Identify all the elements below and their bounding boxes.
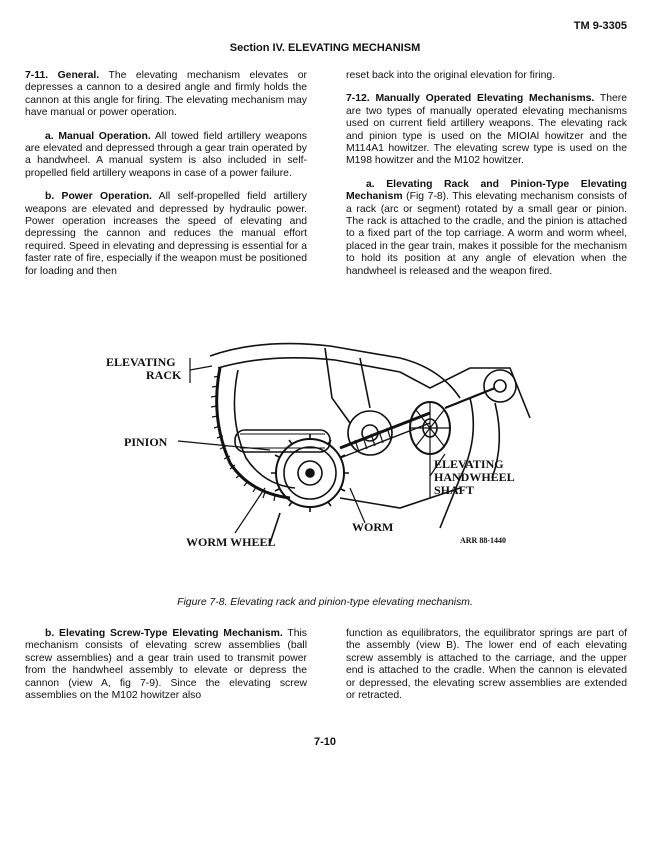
body-7-11: The elevating mechanism elevates or depresses a cannon to a desired angle and firmly holds the cannon at this angle for firing. The elevating mechanism may have manual or power operation. xyxy=(25,70,307,119)
body-manual-operation: All towed field artillery weapons are elevated and depressed through a gear train operated by a handwheel. A manual system is also included in self-propelled field artillery weapons in case of a power failure. xyxy=(25,130,307,179)
left-column-bottom xyxy=(25,628,307,713)
paragraph-7-12 xyxy=(346,93,627,167)
paragraph-7-12b xyxy=(25,628,307,702)
right-column-bottom xyxy=(346,628,627,713)
paragraph-7-11a xyxy=(25,131,307,181)
figure-7-8 xyxy=(100,328,550,558)
heading-screw-type: b. Elevating Screw-Type Elevating Mechanism. xyxy=(45,628,283,639)
heading-7-11: 7-11. General. xyxy=(25,70,100,81)
page-number: 7-10 xyxy=(313,736,337,748)
right-column xyxy=(346,70,627,289)
rack-pinion-illustration xyxy=(100,328,550,558)
document-id: TM 9-3305 xyxy=(573,20,627,32)
paragraph-7-11 xyxy=(25,70,307,120)
body-power-operation: All self-propelled field artillery weapons are elevated and depressed by hydraulic power. Power operation increases the speed of elevating and depressing the cannon and reduces the manual effort required. Speed in elevating and depressing is essential for a faster rate of fire, especially if the weapon must be positioned for loading and then xyxy=(25,191,307,277)
body-rack-pinion: (Fig 7-8). This elevating mechanism consists of a rack (arc or segment) rotated by a small gear or pinion. The rack is attached to the cradle, and the pinion is attached to a fixed part of the top carriage. A worm and worm wheel, placed in the gear train, makes it possible for the mechanism to hold its position at any angle of elevation when the handwheel is released and the weapon fired. xyxy=(346,191,627,277)
label-handwheel-1: ELEVATING xyxy=(434,457,504,471)
heading-7-12: 7-12. Manually Operated Elevating Mechanisms. xyxy=(346,93,595,105)
paragraph-continuation: reset back into the original elevation for firing. xyxy=(346,70,556,81)
left-column xyxy=(25,70,307,289)
label-handwheel-3: SHAFT xyxy=(434,483,475,497)
section-title: Section IV. ELEVATING MECHANISM xyxy=(229,42,421,54)
paragraph-7-12b-continued: function as equilibrators, the equilibrator springs are part of the assembly (view B). The lower end of each elevating screw assembly is attached to the carriage, and the upper end is attached to the cradle. When the cannon is elevated or depressed, the elevating screw assemblies are extended or retracted. xyxy=(346,628,627,702)
label-worm-wheel: WORM WHEEL xyxy=(186,535,276,549)
figure-code: ARR 88-1440 xyxy=(460,536,506,545)
paragraph-7-11b xyxy=(25,191,307,278)
label-handwheel-2: HANDWHEEL xyxy=(434,470,515,484)
mechanism-drawing xyxy=(210,344,530,543)
heading-rack-pinion: a. Elevating Rack and Pinion-Type Elevating Mechanism xyxy=(346,178,627,203)
heading-power-operation: b. Power Operation. xyxy=(45,191,152,203)
label-worm: WORM xyxy=(352,520,394,534)
paragraph-7-12a xyxy=(346,179,627,278)
label-pinion: PINION xyxy=(124,435,168,449)
heading-manual-operation: a. Manual Operation. xyxy=(45,130,151,142)
label-elevating-rack-1: ELEVATING xyxy=(106,355,176,369)
figure-caption: Figure 7-8. Elevating rack and pinion-type elevating mechanism. xyxy=(177,597,473,608)
body-7-12: There are two types of manually operated elevating mechanisms used on current field artillery weapons. The elevating rack and pinion type is used on the MIOIAl howitzer and the M114A1 howitzer. The elevating screw type is used on the M198 howitzer and the M102 howitzer. xyxy=(346,93,627,167)
label-elevating-rack-2: RACK xyxy=(146,368,182,382)
body-screw-type: This mechanism consists of elevating screw assemblies (ball screw assemblies) and a gear train used to transmit power from the handwheel assembly to elevate or depress the cannon (view A, fig 7-9). Since the elevating screw assemblies on the M102 howitzer also xyxy=(25,628,307,702)
